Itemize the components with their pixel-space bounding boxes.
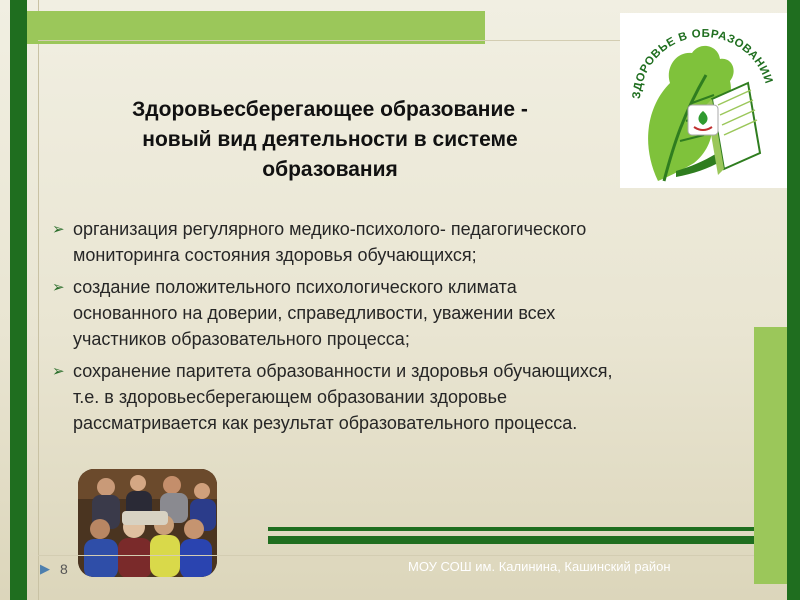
arrow-right-icon: ➢ xyxy=(52,363,65,380)
left-guide-line xyxy=(38,0,39,600)
slide-title-line: новый вид деятельности в системе xyxy=(142,128,518,151)
slide-title xyxy=(60,95,600,185)
right-light-accent-bar xyxy=(754,327,787,584)
slide-title-line: образования xyxy=(262,158,398,181)
bullet-line: мониторинга состояния здоровья обучающихся; xyxy=(73,245,477,265)
logo-text: ЗДОРОВЬЕ В ОБРАЗОВАНИИ xyxy=(630,27,775,100)
bullet-item xyxy=(52,216,752,268)
right-accent-bar xyxy=(787,0,800,600)
slide-title-line: Здоровьесберегающее образование - xyxy=(132,98,528,121)
footer-text: МОУ СОШ им. Калинина, Кашинский район xyxy=(408,559,671,574)
bullet-line: сохранение паритета образованности и здоровья обучающихся, xyxy=(73,361,613,381)
bullet-line: организация регулярного медико-психолого- педагогического xyxy=(73,219,587,239)
footer-decor-line xyxy=(268,536,754,544)
footer-divider xyxy=(38,555,754,556)
left-accent-bar xyxy=(10,0,27,600)
bullet-item xyxy=(52,274,752,352)
group-of-children-photo-icon xyxy=(78,469,217,577)
bullet-line: т.е. в здоровьесберегающем образовании здоровье xyxy=(73,387,507,407)
bullet-line: создание положительного психологического климата xyxy=(73,277,517,297)
slide-number: 8 xyxy=(60,561,68,577)
bullet-line: участников образовательного процесса; xyxy=(73,329,410,349)
bullet-line: основанного на доверии, справедливости, уважении всех xyxy=(73,303,556,323)
bullet-item xyxy=(52,358,752,436)
bullet-list xyxy=(52,216,752,442)
footer-decor-line xyxy=(268,527,754,531)
arrow-right-icon: ➢ xyxy=(52,279,65,296)
leaf-book-logo-icon xyxy=(620,13,787,188)
play-arrow-icon[interactable]: ▶ xyxy=(40,561,50,576)
bullet-line: рассматривается как результат образовательного процесса. xyxy=(73,413,578,433)
arrow-right-icon: ➢ xyxy=(52,221,65,238)
